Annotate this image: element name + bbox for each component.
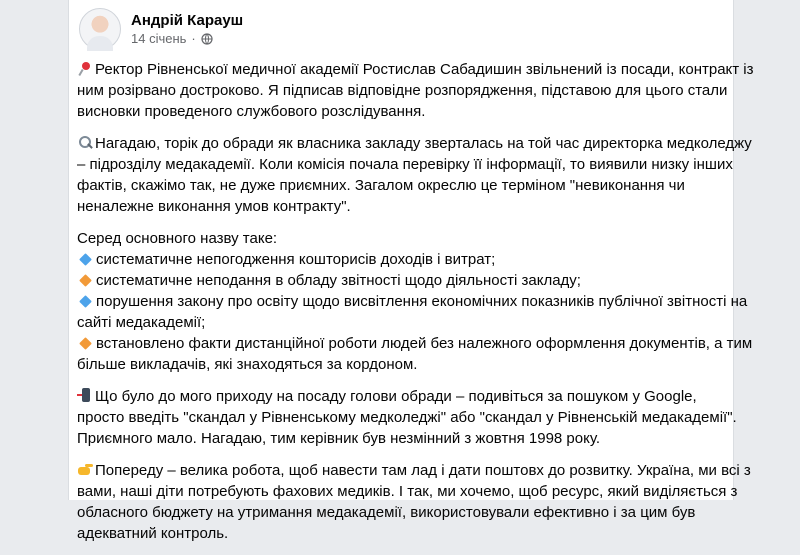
hand-icon [77,462,94,477]
avatar[interactable] [79,8,121,50]
paragraph-line: неналежне виконання умов контракту". [77,198,351,215]
list-intro: Серед основного назву таке: [77,230,278,247]
list-item [77,249,727,270]
paragraph-line: Нагадаю, торік до обради як власника закладу зверталась на той час директорка медколеджу [95,135,752,152]
paragraph-line: ним розірвано достроково. Я підписав відповідне розпорядження, підставою для цього стали [77,82,728,99]
paragraph-line: – підрозділу медакадемії. Коли комісія почала перевірку її інформації, то виявили низку інших [77,156,733,173]
phone-icon [77,388,94,403]
blue-diamond-icon [79,253,92,266]
list-item-text: порушення закону про освіту щодо висвітлення економічних показників публічної звітності на [96,293,748,310]
post-body [77,59,754,555]
list-item [77,333,753,354]
paragraph-list [77,228,753,375]
paragraph-line: висновки проведеного службового розслідування. [77,103,426,120]
paragraph-history [77,386,737,449]
paragraph-announcement [77,59,754,122]
globe-icon[interactable] [201,33,213,45]
paragraph-reminder [77,133,752,217]
pin-icon [77,61,94,76]
post-card [68,0,754,542]
paragraph-line: фактів, скажімо так, не дуже приємних. Загалом окреслю це терміном "невиконання чи [77,177,685,194]
author-name[interactable]: Андрій Карауш [131,11,244,29]
post-subline [131,30,243,48]
orange-diamond-icon [79,337,92,350]
list-item [77,291,748,312]
paragraph-line: вами, наші діти потребують фахових медиків. І так, ми хочемо, щоб ресурс, який виділяється з [77,483,738,500]
list-item-text: систематичне непогодження кошторисів доходів і витрат; [96,251,496,268]
paragraph-future [77,460,751,544]
blue-diamond-icon [79,295,92,308]
list-item-text: встановлено факти дистанційної роботи людей без належного оформлення документів, а тим [96,335,753,352]
list-item-continuation: сайті медакадемії; [77,314,206,331]
paragraph-line: просто введіть "скандал у Рівненському медколеджі" або "скандал у Рівненській медакадемії". [77,409,737,426]
paragraph-line: обласного бюджету на утримання медакадемії, використовували ефективно і за цим був [77,504,696,521]
orange-diamond-icon [79,274,92,287]
paragraph-line: Що було до мого приходу на посаду голови обради – подивіться за пошуком у Google, [95,388,697,405]
paragraph-line: Приємного мало. Нагадаю, тим керівник був незмінний з жовтня 1998 року. [77,430,601,447]
magnifier-icon [77,135,94,150]
post-date[interactable]: 14 січень [131,30,187,46]
list-item [77,270,727,291]
post-header [79,6,243,52]
list-item-continuation: більше викладачів, які знаходяться за кордоном. [77,356,418,373]
paragraph-line: адекватний контроль. [77,525,229,542]
separator-dot: · [191,30,196,46]
post-meta [131,11,243,48]
paragraph-line: Попереду – велика робота, щоб навести там лад і дати поштовх до розвитку. Україна, ми всі з [95,462,751,479]
list-item-text: систематичне неподання в обладу звітності щодо діяльності закладу; [96,272,581,289]
paragraph-line: Ректор Рівненської медичної академії Ростислав Сабадишин звільнений із посади, контракт із [95,61,754,78]
